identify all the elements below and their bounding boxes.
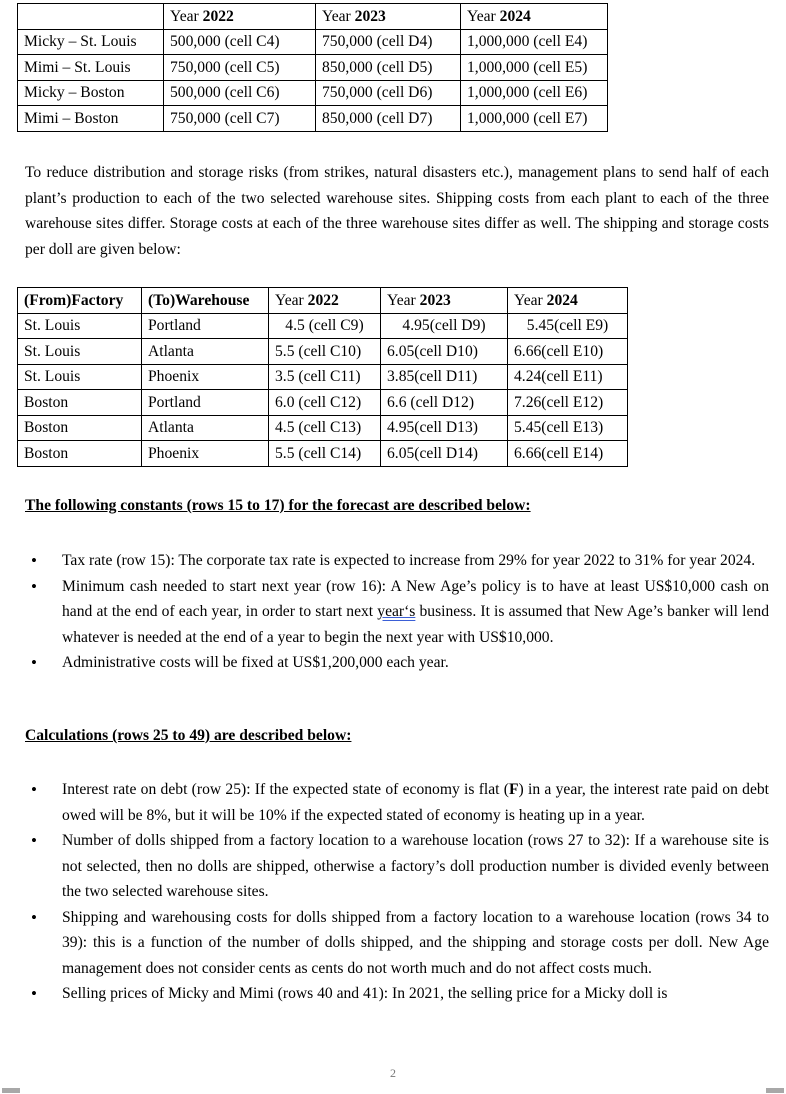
header-cell: (From)Factory xyxy=(18,288,142,314)
cell: 5.5 (cell C10) xyxy=(269,339,381,365)
list-item: • Shipping and warehousing costs for dolls shipped from a factory location to a warehouse location (rows 34 to 39): this is a function of the number of dolls shipped, and the shipping and storage costs per doll. New Age management does not consider cents as cents do not worth much and do not affect costs much. xyxy=(25,905,769,982)
scrollbar-left-handle[interactable] xyxy=(2,1088,20,1093)
cell: 5.5 (cell C14) xyxy=(269,441,381,467)
list-item: • Administrative costs will be fixed at US$1,200,000 each year. xyxy=(25,650,769,676)
page-number: 2 xyxy=(390,1066,396,1080)
header-cell: Year 2022 xyxy=(164,4,316,30)
header-cell: Year 2024 xyxy=(508,288,628,314)
calculations-list xyxy=(25,777,769,1007)
list-item: • Selling prices of Micky and Mimi (rows 40 and 41): In 2021, the selling price for a Micky doll is xyxy=(25,981,769,1007)
table-row xyxy=(18,415,628,441)
cell: 5.45(cell E9) xyxy=(508,313,628,339)
cell: Portland xyxy=(142,313,269,339)
cell: 750,000 (cell D4) xyxy=(316,29,461,55)
list-item: • Number of dolls shipped from a factory location to a warehouse location (rows 27 to 32): If a warehouse site is not selected, then no dolls are shipped, otherwise a factory’s doll production number is divided evenly between the two selected warehouse sites. xyxy=(25,828,769,905)
cell: 6.05(cell D14) xyxy=(381,441,508,467)
cell: 3.5 (cell C11) xyxy=(269,364,381,390)
intro-paragraph: To reduce distribution and storage risks (from strikes, natural disasters etc.), management plans to send half of each plant’s production to each of the two selected warehouse sites. Shipping costs from each plant to each of the three warehouse sites differ. Storage costs at each of the three warehouse sites differ as well. The shipping and storage costs per doll are given below: xyxy=(25,164,769,258)
table-row xyxy=(18,55,608,81)
row-label: Mimi – St. Louis xyxy=(18,55,164,81)
header-cell: Year 2024 xyxy=(461,4,608,30)
cell: 5.45(cell E13) xyxy=(508,415,628,441)
header-cell: Year 2023 xyxy=(316,4,461,30)
cell: 750,000 (cell C5) xyxy=(164,55,316,81)
cell: Atlanta xyxy=(142,415,269,441)
row-label: Micky – Boston xyxy=(18,80,164,106)
cell: 6.05(cell D10) xyxy=(381,339,508,365)
header-cell: Year 2022 xyxy=(269,288,381,314)
cell: Portland xyxy=(142,390,269,416)
cell: Boston xyxy=(18,441,142,467)
table-row xyxy=(18,390,628,416)
constants-heading: The following constants (rows 15 to 17) for the forecast are described below: xyxy=(25,497,531,514)
cell: 500,000 (cell C6) xyxy=(164,80,316,106)
cost-table xyxy=(17,287,628,467)
scrollbar-right-handle[interactable] xyxy=(766,1088,784,1093)
header-cell: (To)Warehouse xyxy=(142,288,269,314)
production-table xyxy=(17,3,608,132)
table-row xyxy=(18,29,608,55)
cell: 6.66(cell E14) xyxy=(508,441,628,467)
list-item: • Tax rate (row 15): The corporate tax rate is expected to increase from 29% for year 2022 to 31% for year 2024. xyxy=(25,548,769,574)
cell: 4.5 (cell C9) xyxy=(269,313,381,339)
table-row xyxy=(18,80,608,106)
list-item: • Minimum cash needed to start next year (row 16): A New Age’s policy is to have at least US$10,000 cash on hand at the end of each year, in order to start next year‘s business. It is assumed that New Age’s banker will lend whatever is needed at the end of a year to begin the next year with US$10,000. xyxy=(25,574,769,651)
cell: St. Louis xyxy=(18,364,142,390)
cell: 1,000,000 (cell E6) xyxy=(461,80,608,106)
cell: Boston xyxy=(18,390,142,416)
table-row xyxy=(18,364,628,390)
spellcheck-flagged-word[interactable]: year‘s xyxy=(377,603,416,620)
cell: 6.0 (cell C12) xyxy=(269,390,381,416)
table-row xyxy=(18,339,628,365)
cell: 750,000 (cell D6) xyxy=(316,80,461,106)
cell: 850,000 (cell D5) xyxy=(316,55,461,81)
cell: 6.6 (cell D12) xyxy=(381,390,508,416)
cell: 1,000,000 (cell E5) xyxy=(461,55,608,81)
cell: 750,000 (cell C7) xyxy=(164,106,316,132)
cell: St. Louis xyxy=(18,313,142,339)
empty-header-cell xyxy=(18,4,164,30)
calculations-heading: Calculations (rows 25 to 49) are described below: xyxy=(25,727,352,744)
cell: 4.95(cell D13) xyxy=(381,415,508,441)
cell: Boston xyxy=(18,415,142,441)
constants-list xyxy=(25,548,769,676)
row-label: Micky – St. Louis xyxy=(18,29,164,55)
header-cell: Year 2023 xyxy=(381,288,508,314)
cell: 4.24(cell E11) xyxy=(508,364,628,390)
cell: 4.5 (cell C13) xyxy=(269,415,381,441)
cell: Phoenix xyxy=(142,441,269,467)
table-header-row xyxy=(18,288,628,314)
cell: 1,000,000 (cell E4) xyxy=(461,29,608,55)
cell: Phoenix xyxy=(142,364,269,390)
row-label: Mimi – Boston xyxy=(18,106,164,132)
cell: 1,000,000 (cell E7) xyxy=(461,106,608,132)
cell: 500,000 (cell C4) xyxy=(164,29,316,55)
table-row xyxy=(18,313,628,339)
list-item: • Interest rate on debt (row 25): If the expected state of economy is flat (F) in a year, the interest rate paid on debt owed will be 8%, but it will be 10% if the expected stated of economy is heating up in a year. xyxy=(25,777,769,828)
cell: 4.95(cell D9) xyxy=(381,313,508,339)
table-row xyxy=(18,441,628,467)
cell: 3.85(cell D11) xyxy=(381,364,508,390)
table-row xyxy=(18,106,608,132)
cell: 7.26(cell E12) xyxy=(508,390,628,416)
table-header-row xyxy=(18,4,608,30)
cell: 850,000 (cell D7) xyxy=(316,106,461,132)
cell: St. Louis xyxy=(18,339,142,365)
cell: Atlanta xyxy=(142,339,269,365)
cell: 6.66(cell E10) xyxy=(508,339,628,365)
